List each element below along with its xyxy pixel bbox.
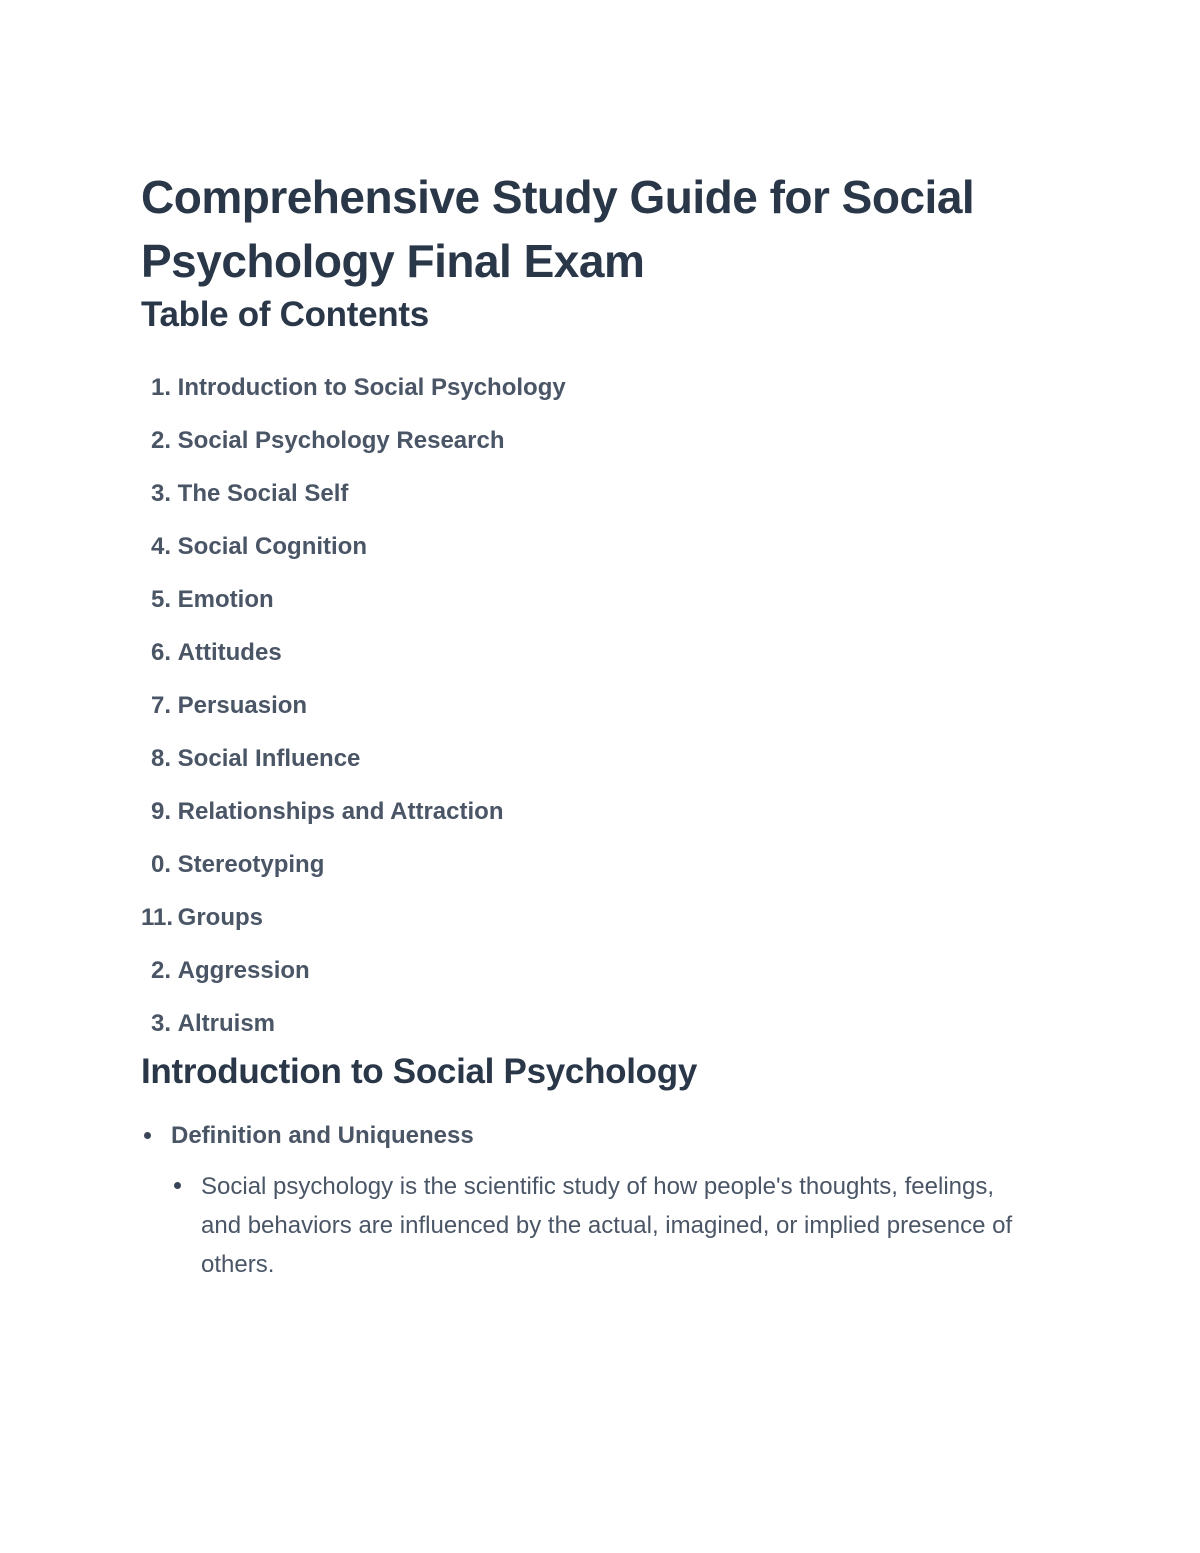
toc-item[interactable] [141, 997, 1041, 1050]
bullet-icon [174, 1182, 181, 1189]
sub-bullet-text: Social psychology is the scientific study of how people's thoughts, feelings, and behaviors are influenced by the actual, imagined, or implied presence of others. [201, 1173, 1013, 1278]
toc-item-label: Attitudes [177, 639, 282, 666]
toc-item-number: 11. [141, 904, 174, 931]
section-heading-introduction: Introduction to Social Psychology [141, 1052, 697, 1091]
toc-item[interactable] [141, 414, 1041, 467]
toc-item-number: 8. [150, 745, 171, 772]
toc-item-number: 3. [150, 480, 171, 507]
toc-item[interactable] [141, 626, 1041, 679]
toc-item[interactable] [141, 732, 1041, 785]
sub-bullet-list [171, 1167, 1041, 1284]
toc-item-label: Stereotyping [177, 851, 325, 878]
toc-item-label: Social Cognition [177, 533, 367, 560]
toc-item[interactable] [141, 944, 1041, 997]
toc-item-number: 1. [150, 374, 171, 401]
toc-item-number: 3. [150, 1010, 171, 1037]
toc-item[interactable] [141, 467, 1041, 520]
toc-item-label: The Social Self [177, 480, 349, 507]
toc-item-number: 2. [150, 957, 171, 984]
bullet-item [141, 1117, 1041, 1284]
toc-list [141, 361, 1041, 1050]
toc-item-number: 0. [150, 851, 171, 878]
toc-item-label: Emotion [177, 586, 274, 613]
sub-bullet-item [171, 1167, 1021, 1284]
toc-item[interactable] [141, 361, 1041, 414]
toc-item-number: 7. [150, 692, 171, 719]
toc-item-number: 2. [150, 427, 171, 454]
document-content [141, 165, 1041, 1284]
toc-item-number: 4. [150, 533, 171, 560]
toc-item[interactable] [141, 838, 1041, 891]
toc-item-number: 9. [150, 798, 171, 825]
toc-item-label: Altruism [177, 1010, 276, 1037]
bullet-title: Definition and Uniqueness [171, 1122, 474, 1149]
toc-item-label: Introduction to Social Psychology [177, 374, 566, 401]
toc-item-number: 5. [150, 586, 171, 613]
bullet-list [141, 1117, 1041, 1284]
document-title: Comprehensive Study Guide for Social Psychology Final Exam [141, 171, 975, 287]
toc-item[interactable] [141, 785, 1041, 838]
toc-item[interactable] [141, 679, 1041, 732]
toc-item[interactable] [141, 891, 1041, 944]
bullet-icon [144, 1132, 151, 1139]
toc-item-label: Aggression [177, 957, 310, 984]
toc-item-label: Social Influence [177, 745, 361, 772]
toc-item[interactable] [141, 520, 1041, 573]
toc-heading: Table of Contents [141, 295, 429, 334]
toc-item-label: Groups [177, 904, 264, 931]
toc-item-label: Persuasion [177, 692, 308, 719]
toc-item[interactable] [141, 573, 1041, 626]
toc-item-label: Social Psychology Research [177, 427, 505, 454]
toc-item-number: 6. [150, 639, 171, 666]
toc-item-label: Relationships and Attraction [177, 798, 504, 825]
